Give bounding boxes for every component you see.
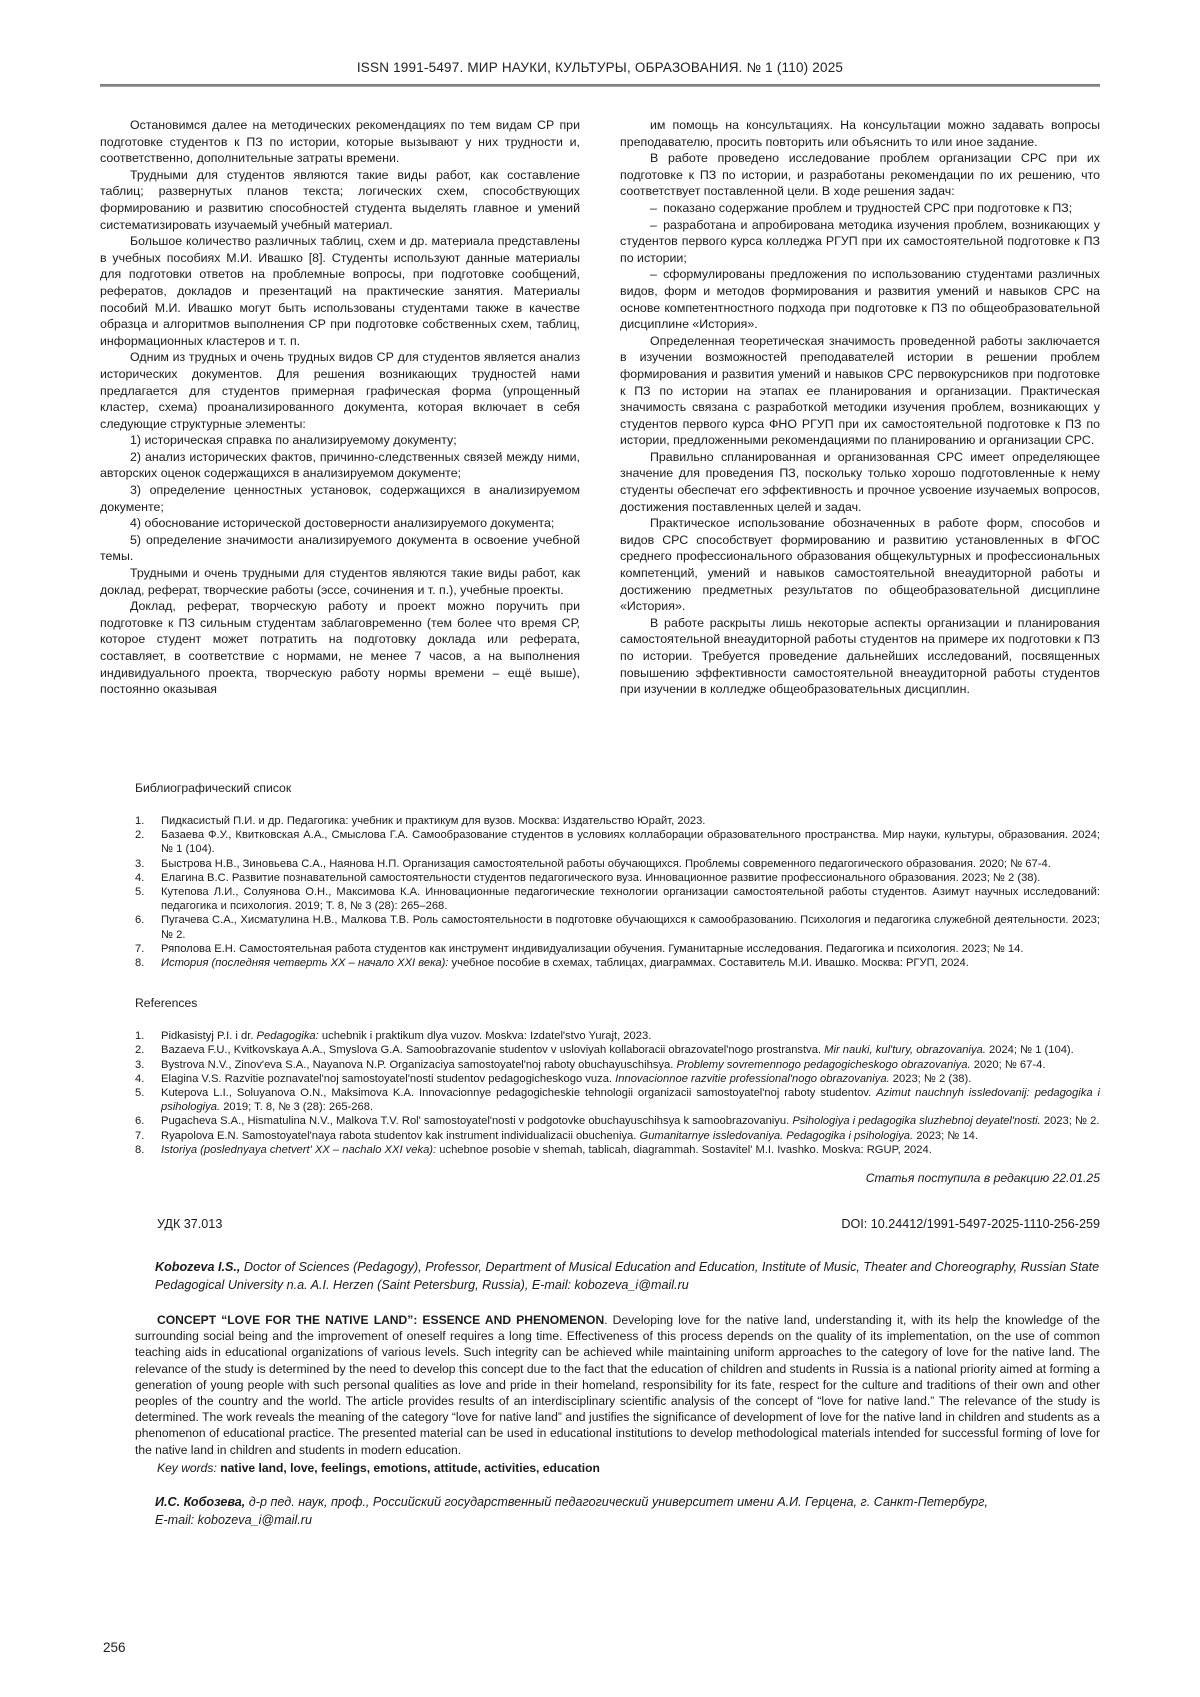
reference-item — [135, 1058, 1100, 1072]
item-text-tail: uchebnoe posobie v shemah, tablicah, diagrammah. Sostavitel' M.I. Ivashko. Moskva: RGUP, 2024. — [436, 1143, 932, 1156]
item-number: 6. — [135, 914, 145, 927]
item-number: 8. — [135, 957, 145, 970]
item-text — [161, 1043, 1100, 1057]
item-text-tail: uchebnik i praktikum dlya vuzov. Moskva: Izdatel'stvo Yurajt, 2023. — [318, 1030, 652, 1043]
issn-line: ISSN 1991-5497. МИР НАУКИ, КУЛЬТУРЫ, ОБРАЗОВАНИЯ. № 1 (110) 2025 — [356, 60, 844, 75]
item-text-plain: Ряполова Е.Н. Самостоятельная работа студентов как инструмент индивидуализации обучения. Гуманитарные исследования. Педагогика и психология. 2023; № 14. — [161, 942, 1024, 955]
item-text-plain: Elagina V.S. Razvitie poznavatel'noj samostoyatel'nosti studentov pedagogicheskogo vuza. — [161, 1072, 616, 1085]
header-divider — [100, 84, 1100, 87]
item-text-plain: Быстрова Н.В., Зиновьева С.А., Наянова Н.П. Организация самостоятельной работы обучающихся. Проблемы современного педагогического образования. 2020; № 67-4. — [161, 857, 1051, 870]
item-text — [161, 1143, 1100, 1157]
paragraph: – сформулированы предложения по использованию студентами различных видов, форм и методов формирования и развития умений и навыков СРС на основе компетентностного подхода при подготовке к ПЗ по общеобразовательной дисциплине «История». — [620, 267, 1100, 332]
item-text-plain: Базаева Ф.У., Квитковская А.А., Смыслова Г.А. Самообразование студентов в условиях коллаборации образовательного пространства. Мир науки, культуры, образования. 2024; № 1 (104). — [161, 829, 1100, 856]
paragraph: Определенная теоретическая значимость проведенной работы заключается в изучении возможностей преподавателей истории в решении проблем формирования и развития умений и навыков СРС первокурсников при подготовке к ПЗ по истории на этапах ее планирования и организации. Практическая значимость связана с разработкой методики изучения проблем, возникающих у студентов первого курса ФНО РГУП при их самостоятельной подготовке к ПЗ по истории, предложенными рекомендациями по планированию и организации СРС. — [620, 333, 1100, 448]
item-text — [161, 956, 1100, 970]
item-number: 5. — [135, 886, 145, 899]
item-number: 7. — [135, 1129, 145, 1142]
keywords-label: Key words: — [157, 1460, 217, 1475]
author-block-ru — [155, 1494, 1100, 1529]
item-text-plain: Пугачева С.А., Хисматулина Н.В., Малкова Т.В. Роль самостоятельности в подготовке обучающихся к самообразованию. Психология и педагогика служебной деятельности. 2023; № 2. — [161, 914, 1100, 941]
item-text — [161, 1129, 1100, 1143]
paragraph: Трудными для студентов являются такие виды работ, как составление таблиц; развернутых планов текста; логических схем, способствующих формированию и развитию способностей студента выделять главное и умений систематизировать изучаемый учебный материал. — [100, 167, 580, 232]
author-en-affiliation: Doctor of Sciences (Pedagogy), Professor, Department of Musical Education and Education, Institute of Music, Theater and Choreography, Russian State Pedagogical University n.a. A.I. Herzen (Saint Petersburg, Russia), E-mail: kobozeva_i@mail.ru — [155, 1260, 1100, 1292]
item-text — [161, 942, 1100, 956]
bibliography-item — [135, 956, 1100, 970]
page-number: 256 — [103, 1640, 126, 1655]
article-column-left — [100, 117, 580, 755]
bibliography-list — [135, 814, 1100, 970]
item-text-tail: 2023; № 14. — [913, 1129, 979, 1142]
bibliography-item — [135, 885, 1100, 913]
paragraph: – разработана и апробирована методика изучения проблем, возникающих у студентов первого курса колледжа РГУП при их самостоятельной подготовке к ПЗ по истории; — [620, 217, 1100, 265]
item-text-italic: История (последняя четверть XX – начало XXI века): — [161, 957, 449, 970]
paragraph: В работе раскрыты лишь некоторые аспекты организации и планирования самостоятельной внеаудиторной работы студентов на примере их подготовки к ПЗ по истории. Требуется проведение дальнейших исследований, посвященных повышению эффективности самостоятельной внеаудиторной работы студентов при изучении в колледже общеобразовательных дисциплин. — [620, 615, 1100, 697]
item-text-plain: Bystrova N.V., Zinov'eva S.A., Nayanova N.P. Organizaciya samostoyatel'noj raboty obuchayuschihsya. — [161, 1058, 677, 1071]
item-text-tail: 2019; T. 8, № 3 (28): 265-268. — [220, 1101, 374, 1114]
item-text — [161, 1058, 1100, 1072]
item-text-italic: Innovacionnoe razvitie professional'nogo obrazovaniya. — [615, 1072, 890, 1085]
bibliography-item — [135, 857, 1100, 871]
references-heading: References — [135, 996, 198, 1011]
paragraph: 5) определение значимости анализируемого документа в освоение учебной темы. — [100, 532, 580, 564]
item-text-tail: учебное пособие в схемах, таблицах, диаграммах. Составитель М.И. Ивашко. Москва: РГУП, 2024. — [448, 957, 969, 970]
item-text-italic: Azimut nauchnyh issledovanij: pedagogika i psihologiya. — [161, 1087, 1100, 1114]
item-text — [161, 828, 1100, 856]
paragraph: – показано содержание проблем и трудностей СРС при подготовке к ПЗ; — [650, 200, 1073, 215]
reference-item — [135, 1129, 1100, 1143]
item-text-plain: Kutepova L.I., Soluyanova O.N., Maksimova K.A. Innovacionnye pedagogicheskie tehnologii organizacii samostoyatel'noj raboty studentov. — [161, 1087, 877, 1100]
item-text-plain: Bazaeva F.U., Kvitkovskaya A.A., Smyslova G.A. Samoobrazovanie studentov v usloviyah kollaboracii obrazovatel'nogo prostranstva. — [161, 1044, 825, 1057]
item-text-plain: Pugacheva S.A., Hismatulina N.V., Malkova T.V. Rol' samostoyatel'nosti v podgotovke obuchayuschihsya k samoobrazovaniyu. — [161, 1115, 793, 1128]
item-number: 7. — [135, 942, 145, 955]
item-text-plain: Елагина В.С. Развитие познавательной самостоятельности студентов педагогического вуза. Инновационное развитие профессионального образования. 2023; № 2 (38). — [161, 871, 1041, 884]
abstract-body: . Developing love for the native land, understanding it, with its help the knowledge of the surrounding social being and the improvement of oneself requires a long time. Effectiveness of this process depends on the quality of its implementation, on the use of common teaching aids in educational organizations of various levels. Such integrity can be achieved while maintaining uniform approaches to the category of love for the native land. The relevance of the study is determined by the need to develop this concept due to the fact that the education of children and students in Russia is a national priority aimed at forming a generation of young people with such personal qualities as love and pride in their homeland, responsibility for its fate, respect for the culture and traditions of their own and other peoples of the country and the world. The article provides results of an interdisciplinary scientific analysis of the concept of “love for native land.” The relevance of the study is determined. The work reveals the meaning of the category “love for native land” and justifies the significance of development of love for the native land in children and students as a phenomenon of educational practice. The presented material can be used in educational institutions to develop methodological materials intended for successful forming of love for the native land in children and students in modern education. — [135, 1313, 1100, 1457]
article-column-right — [620, 117, 1100, 755]
item-text-tail: 2020; № 67-4. — [970, 1058, 1046, 1071]
bibliography-item — [135, 942, 1100, 956]
item-text — [161, 1114, 1100, 1128]
reference-item — [135, 1086, 1100, 1114]
udk-label: УДК 37.013 — [157, 1217, 223, 1232]
abstract — [135, 1312, 1100, 1458]
author-ru-email: E-mail: kobozeva_i@mail.ru — [155, 1512, 312, 1527]
author-ru-affiliation: д-р пед. наук, проф., Российский государственный педагогический университет имени А.И. Герцена, г. Санкт-Петербург, — [245, 1495, 988, 1510]
journal-header — [100, 0, 1100, 87]
item-text — [161, 871, 1100, 885]
paragraph: Доклад, реферат, творческую работу и проект можно поручить при подготовке к ПЗ сильным студентам заблаговременно (тем более что время СР, которое студент может потратить на подготовку доклада или реферата, составляет, в соответствие с нормами, не менее 7 часов, а на выполнения индивидуального проекта, творческую работу нормы времени – ещё выше), постоянно оказывая — [100, 599, 580, 697]
reference-item — [135, 1072, 1100, 1086]
paragraph: 1) историческая справка по анализируемому документу; — [130, 433, 457, 448]
paragraph: им помощь на консультациях. На консультации можно задавать вопросы преподавателю, просить повторить или объяснить то или иное задание. — [620, 118, 1100, 149]
item-number: 4. — [135, 1072, 145, 1085]
item-text-italic: Psihologiya i pedagogika sluzhebnoj deyatel'nosti. — [792, 1115, 1041, 1128]
item-text-tail: 2023; № 2. — [1040, 1115, 1100, 1128]
paragraph: Остановимся далее на методических рекомендациях по тем видам СР при подготовке студентов к ПЗ по истории, которые вызывают у них трудности и, соответственно, дополнительные затраты времени. — [100, 118, 580, 166]
paragraph: 3) определение ценностных установок, содержащихся в анализируемом документе; — [100, 483, 580, 514]
item-text — [161, 1086, 1100, 1114]
bibliography-item — [135, 871, 1100, 885]
paragraph: Большое количество различных таблиц, схем и др. материала представлены в учебных пособиях М.И. Ивашко [8]. Студенты используют данные материалы для подготовки ответов на проблемные вопросы, при подготовке сообщений, рефератов, докладов и презентаций на практические занятия. Материалы пособий М.И. Ивашко могут быть использованы студентами также в качестве образца и алгоритмов выполнения СР при подготовке собственных схем, таблиц, информационных кластеров и т. п. — [100, 234, 580, 348]
item-text — [161, 1029, 1100, 1043]
item-number: 2. — [135, 1044, 145, 1057]
paragraph: В работе проведено исследование проблем организации СРС при их подготовке к ПЗ по истории, и разработаны рекомендации по их решению, что соответствует поставленной цели. В ходе решения задач: — [620, 151, 1100, 199]
item-text-italic: Istoriya (poslednyaya chetvert' XX – nachalo XXI veka): — [161, 1143, 437, 1156]
item-number: 4. — [135, 871, 145, 884]
item-number: 2. — [135, 829, 145, 842]
paragraph: Трудными и очень трудными для студентов являются такие виды работ, как доклад, реферат, творческие работы (эссе, сочинения и т. п.), учебные проекты. — [100, 566, 580, 597]
reference-item — [135, 1043, 1100, 1057]
item-text — [161, 814, 1100, 828]
item-text-italic: Gumanitarnye issledovaniya. Pedagogika i psihologiya. — [639, 1129, 914, 1142]
item-text — [161, 1072, 1100, 1086]
item-text-tail: 2024; № 1 (104). — [985, 1044, 1074, 1057]
item-text-plain: Ryapolova E.N. Samostoyatel'naya rabota studentov kak instrument individualizacii obucheniya. — [161, 1129, 640, 1142]
item-text-italic: Problemy sovremennogo pedagogicheskogo obrazovaniya. — [676, 1058, 971, 1071]
paragraph: Практическое использование обозначенных в работе форм, способов и видов СРС способствует формированию и развитию установленных в ФГОС среднего профессионального образования общекультурных и профессиональных компетенций, умений и навыков самостоятельной внеаудиторной работы и достижению предметных результатов по общеобразовательной дисциплине «История». — [620, 516, 1100, 614]
bibliography-item — [135, 828, 1100, 856]
received-note: Статья поступила в редакцию 22.01.25 — [865, 1171, 1100, 1186]
bibliography-heading: Библиографический список — [135, 781, 292, 795]
item-number: 1. — [135, 1030, 145, 1043]
item-number: 3. — [135, 857, 145, 870]
paragraph: Одним из трудных и очень трудных видов СР для студентов является анализ исторических документов. Для решения возникающих трудностей нами предлагается для студентов примерная графическая форма (упрощенный кластер, схема) проанализированного документа, которая включает в себя следующие структурные элементы: — [100, 350, 580, 431]
item-text-italic: Pedagogika: — [256, 1030, 319, 1043]
author-ru-name: И.С. Кобозева, — [155, 1495, 246, 1510]
paragraph: 2) анализ исторических фактов, причинно-следственных связей между ними, авторских оценок содержащихся в анализируемом документе; — [100, 449, 580, 481]
abstract-title: CONCEPT “LOVE FOR THE NATIVE LAND”: ESSENCE AND PHENOMENON — [157, 1313, 605, 1328]
references-list — [135, 1029, 1100, 1157]
paragraph: 4) обоснование исторической достоверности анализируемого документа; — [130, 516, 555, 531]
item-number: 5. — [135, 1087, 145, 1100]
meta-row — [100, 1217, 1100, 1231]
bibliography-item — [135, 913, 1100, 941]
item-text-tail: 2023; № 2 (38). — [889, 1072, 972, 1085]
item-number: 8. — [135, 1143, 145, 1156]
item-number: 1. — [135, 815, 145, 827]
reference-item — [135, 1029, 1100, 1043]
item-text — [161, 913, 1100, 941]
item-number: 6. — [135, 1115, 145, 1128]
reference-item — [135, 1143, 1100, 1157]
item-number: 3. — [135, 1058, 145, 1071]
item-text-plain: Pidkasistyj P.I. i dr. — [161, 1030, 257, 1043]
paragraph: Правильно спланированная и организованная СРС имеет определяющее значение для проведения ПЗ, поскольку только хорошо подготовленные к нему студенты обеспечат его эффективность и прочное усвоение изучаемых вопросов, достижения поставленных целей и задач. — [620, 449, 1100, 514]
author-block-en — [155, 1259, 1100, 1294]
item-text-plain: Кутепова Л.И., Солуянова О.Н., Максимова К.А. Инновационные педагогические технологии организации самостоятельной работы студентов. Азимут научных исследований: педагогика и психология. 2019; Т. 8, № 3 (28): 265–268. — [161, 886, 1100, 913]
article-body — [100, 117, 1100, 755]
item-text — [161, 885, 1100, 913]
author-en-name: Kobozeva I.S., — [155, 1260, 241, 1275]
item-text-italic: Mir nauki, kul'tury, obrazovaniya. — [824, 1044, 986, 1057]
item-text — [161, 857, 1100, 871]
keywords-text: native land, love, feelings, emotions, attitude, activities, education — [216, 1460, 600, 1475]
keywords-line — [135, 1460, 1100, 1476]
bibliography-item — [135, 814, 1100, 828]
doi-label: DOI: 10.24412/1991-5497-2025-1110-256-259 — [841, 1217, 1100, 1232]
reference-item — [135, 1114, 1100, 1128]
item-text-plain: Пидкасистый П.И. и др. Педагогика: учебник и практикум для вузов. Москва: Издательство Юрайт, 2023. — [161, 815, 706, 827]
